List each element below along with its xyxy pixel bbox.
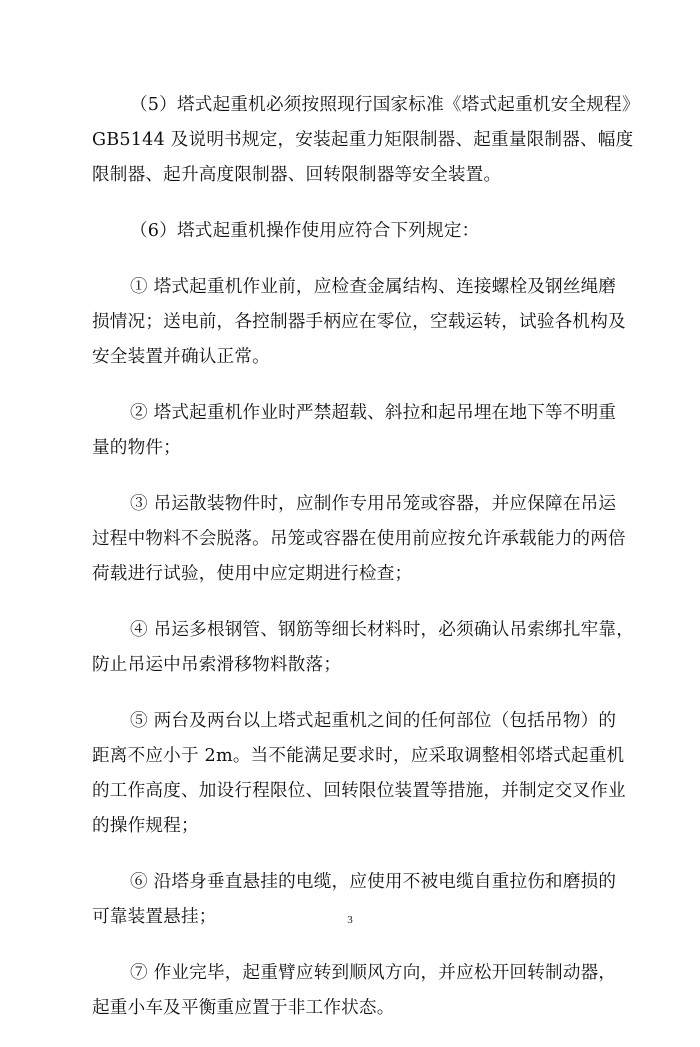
paragraph-line: ⑥ 沿塔身垂直悬挂的电缆，应使用不被电缆自重拉伤和磨损的 bbox=[130, 872, 617, 892]
paragraph-item1 bbox=[92, 270, 626, 375]
paragraph-line: 损情况；送电前，各控制器手柄应在零位，空载运转，试验各机构及 bbox=[92, 312, 626, 332]
paragraph-item7 bbox=[92, 956, 617, 1026]
paragraph-line: ② 塔式起重机作业时严禁超载、斜拉和起吊埋在地下等不明重 bbox=[130, 403, 617, 423]
paragraph-line: 过程中物料不会脱落。吊笼或容器在使用前应按允许承载能力的两倍 bbox=[92, 529, 626, 549]
paragraph-line: ① 塔式起重机作业前，应检查金属结构、连接螺栓及钢丝绳磨 bbox=[130, 277, 617, 297]
paragraph-line: ⑤ 两台及两台以上塔式起重机之间的任何部位（包括吊物）的 bbox=[130, 711, 617, 731]
document-body bbox=[92, 88, 640, 1047]
paragraph-line: 可靠装置悬挂； bbox=[92, 907, 217, 927]
paragraph-item4 bbox=[92, 613, 635, 683]
paragraph-line: 的工作高度、加设行程限位、回转限位装置等措施，并制定交叉作业 bbox=[92, 781, 626, 801]
paragraph-line: 的操作规程； bbox=[92, 816, 199, 836]
paragraph-line: 荷载进行试验，使用中应定期进行检查； bbox=[92, 564, 413, 584]
paragraph-line: 量的物件； bbox=[92, 438, 181, 458]
paragraph-line: ④ 吊运多根钢管、钢筋等细长材料时，必须确认吊索绑扎牢靠， bbox=[130, 620, 635, 640]
paragraph-line: 安全装置并确认正常。 bbox=[92, 347, 270, 367]
paragraph-line: 限制器、起升高度限制器、回转限制器等安全装置。 bbox=[92, 165, 502, 185]
paragraph-line: （5）塔式起重机必须按照现行国家标准《塔式起重机安全规程》 bbox=[130, 95, 640, 115]
paragraph-line: 起重小车及平衡重应置于非工作状态。 bbox=[92, 998, 395, 1018]
paragraph-line: 防止吊运中吊索滑移物料散落； bbox=[92, 655, 342, 675]
page-number: 3 bbox=[347, 914, 353, 926]
paragraph-line: ③ 吊运散装物件时，应制作专用吊笼或容器，并应保障在吊运 bbox=[130, 494, 617, 514]
paragraph-line: ⑦ 作业完毕，起重臂应转到顺风方向，并应松开回转制动器， bbox=[130, 963, 617, 983]
paragraph-p6 bbox=[92, 214, 612, 249]
paragraph-item5 bbox=[92, 704, 626, 844]
paragraph-p5 bbox=[92, 88, 640, 193]
paragraph-item2 bbox=[92, 396, 617, 466]
paragraph-line: （6）塔式起重机操作使用应符合下列规定： bbox=[130, 221, 480, 241]
paragraph-line: GB5144 及说明书规定，安装起重力矩限制器、起重量限制器、幅度 bbox=[92, 130, 634, 150]
paragraph-item3 bbox=[92, 487, 626, 592]
paragraph-line: 距离不应小于 2m。当不能满足要求时，应采取调整相邻塔式起重机 bbox=[92, 746, 625, 766]
